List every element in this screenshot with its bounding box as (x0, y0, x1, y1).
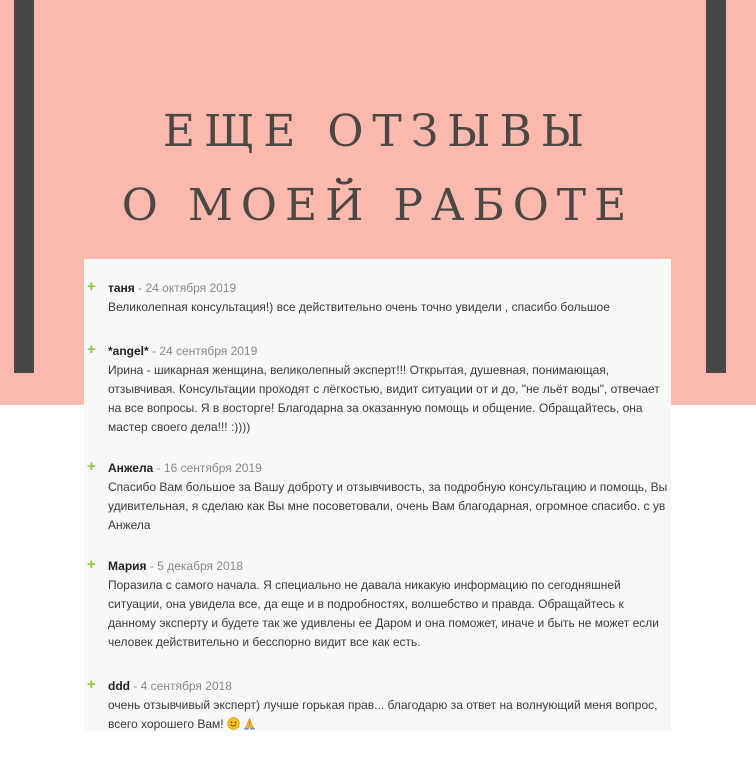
review-text: Ирина - шикарная женщина, великолепный эксперт!!! Открытая, душевная, понимающая, отзывчивая. Консультации проходят с лёгкостью, видит ситуации от и до, "не льёт воды", отвечает на все вопросы. Я в восторге! Благодарна за оказанную помощь и общение. Обращайтесь, она мастер своего дела!!! :)))) (108, 363, 660, 434)
plus-icon: + (87, 458, 96, 475)
review-text: Великолепная консультация!) все действительно очень точно увидели , спасибо большое (108, 300, 610, 314)
review-text: Поразила с самого начала. Я специально не давала никакую информацию по сегодняшней ситуации, она увидела все, да еще и в подробностях, волшебство и правда. Обращайтесь к данному эксперту и будете так же удивлены ее Даром и она поможет, иначе и быть не может если человек действительно и бесспорно видит все как есть. (108, 578, 660, 649)
title-line-1: ЕЩЕ ОТЗЫВЫ (162, 106, 594, 157)
review-header (108, 557, 243, 576)
plus-icon: + (87, 278, 96, 295)
title-line-2: О МОЕЙ РАБОТЕ (121, 180, 635, 231)
review-header (108, 342, 257, 361)
smiling-face-icon (227, 717, 240, 730)
folded-hands-icon (243, 717, 256, 730)
plus-icon: + (87, 676, 96, 693)
review-date: - 16 сентября 2019 (153, 461, 262, 475)
review-date: - 24 октября 2019 (134, 281, 237, 295)
review-header (108, 459, 262, 478)
review-author: Анжела (108, 461, 154, 475)
review-text: Спасибо Вам большое за Вашу доброту и отзывчивость, за подробную консультацию и помощь, Вы удивительная, я сделаю как Вы мне посоветовали, очень Вам благодарная, огромное спасибо. с ув Анжела (108, 480, 668, 532)
review-text-with-emoji (108, 696, 670, 734)
plus-icon: + (87, 341, 96, 358)
review-header (108, 677, 232, 696)
review-author: таня (108, 281, 135, 295)
review-date: - 24 сентября 2019 (148, 344, 258, 358)
review-author: *angel* (108, 344, 149, 358)
review-author: Мария (108, 559, 147, 573)
review-date: - 5 декабря 2018 (146, 559, 244, 573)
review-text: очень отзывчивый эксперт) лучше горькая прав... благодарю за ответ на волнующий меня вопрос, всего хорошего Вам! (108, 698, 658, 731)
review-author: ddd (108, 679, 130, 693)
plus-icon: + (87, 556, 96, 573)
review-date: - 4 сентября 2018 (130, 679, 232, 693)
review-header (108, 279, 236, 298)
reviews-panel (84, 259, 671, 731)
